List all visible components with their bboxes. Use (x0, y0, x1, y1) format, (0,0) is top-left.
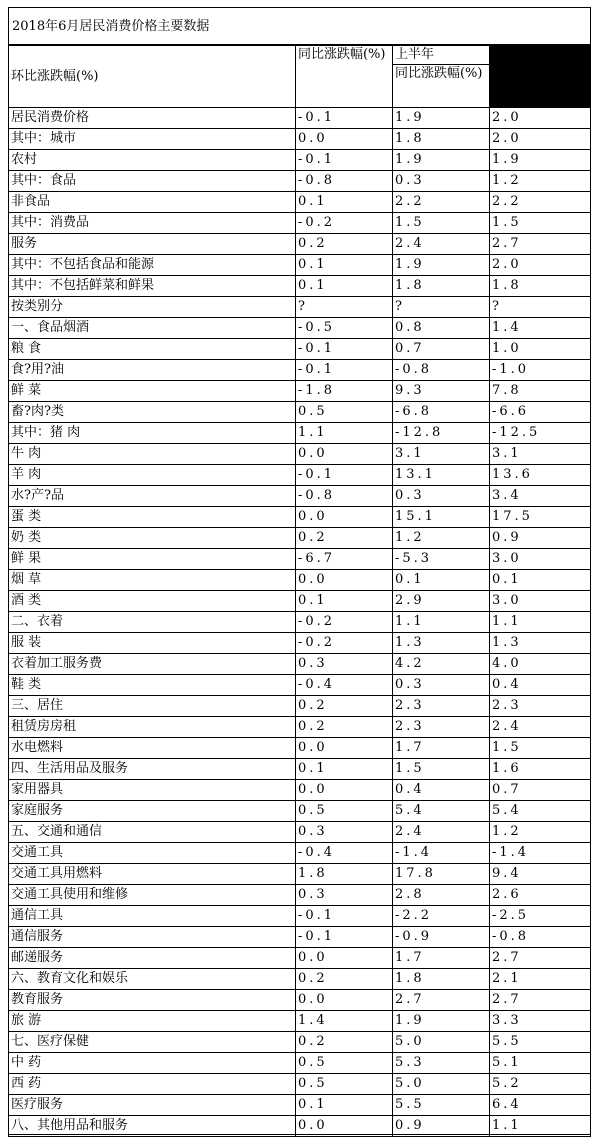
mom-value: 0.3 (295, 654, 392, 675)
mom-value: -0.1 (295, 150, 392, 171)
yoy-value: 5.0 (392, 1032, 489, 1053)
table-row (9, 150, 591, 171)
row-label: 其中：不包括鲜菜和鲜果 (9, 276, 296, 297)
table-row (9, 927, 591, 948)
half-year-yoy-value: 1.3 (489, 633, 590, 654)
table-row (9, 1011, 591, 1032)
yoy-value: 9.3 (392, 381, 489, 402)
mom-value: -0.5 (295, 318, 392, 339)
row-label: 其中：不包括食品和能源 (9, 255, 296, 276)
row-label: 农村 (9, 150, 296, 171)
half-year-yoy-value: 2.7 (489, 990, 590, 1011)
half-year-yoy-value: 1.1 (489, 1116, 590, 1137)
table-row (9, 255, 591, 276)
table-row (9, 906, 591, 927)
half-year-yoy-value: 1.4 (489, 318, 590, 339)
mom-value: 0.5 (295, 402, 392, 423)
table-row (9, 1032, 591, 1053)
mom-value: 0.2 (295, 234, 392, 255)
yoy-value: 1.9 (392, 150, 489, 171)
mom-value: -6.7 (295, 549, 392, 570)
yoy-value: -0.8 (392, 360, 489, 381)
row-label: 五、交通和通信 (9, 822, 296, 843)
half-year-yoy-value: 2.7 (489, 948, 590, 969)
mom-value: 0.0 (295, 129, 392, 150)
table-row (9, 528, 591, 549)
row-label: 六、教育文化和娱乐 (9, 969, 296, 990)
yoy-value: 2.9 (392, 591, 489, 612)
row-label: 教育服务 (9, 990, 296, 1011)
yoy-value: 1.8 (392, 969, 489, 990)
half-year-yoy-value: 13.6 (489, 465, 590, 486)
yoy-value: 1.9 (392, 108, 489, 129)
half-year-yoy-value: -12.5 (489, 423, 590, 444)
row-label: 衣着加工服务费 (9, 654, 296, 675)
header-first-half-yoy: 同比涨跌幅(%) (392, 65, 489, 108)
table-row (9, 780, 591, 801)
mom-value: 0.5 (295, 801, 392, 822)
table-row (9, 591, 591, 612)
mom-value: 0.1 (295, 759, 392, 780)
yoy-value: 0.3 (392, 486, 489, 507)
row-label: 按类别分 (9, 297, 296, 318)
row-label: 居民消费价格 (9, 108, 296, 129)
table-row (9, 444, 591, 465)
half-year-yoy-value: 2.7 (489, 234, 590, 255)
yoy-value: 5.4 (392, 801, 489, 822)
yoy-value: 3.1 (392, 444, 489, 465)
half-year-yoy-value: 1.9 (489, 150, 590, 171)
half-year-yoy-value: 2.4 (489, 717, 590, 738)
mom-value: -0.4 (295, 675, 392, 696)
row-label: 其中：猪 肉 (9, 423, 296, 444)
yoy-value: 1.2 (392, 528, 489, 549)
row-label: 八、其他用品和服务 (9, 1116, 296, 1137)
table-row (9, 339, 591, 360)
half-year-yoy-value: 5.4 (489, 801, 590, 822)
half-year-yoy-value: 0.4 (489, 675, 590, 696)
mom-value: -0.2 (295, 633, 392, 654)
table-title: 2018年6月居民消费价格主要数据 (9, 8, 590, 45)
half-year-yoy-value: 5.5 (489, 1032, 590, 1053)
row-label: 二、衣着 (9, 612, 296, 633)
table-row (9, 696, 591, 717)
row-label: 一、食品烟酒 (9, 318, 296, 339)
mom-value: 0.2 (295, 969, 392, 990)
row-label: 邮递服务 (9, 948, 296, 969)
table-row (9, 549, 591, 570)
mom-value: -0.1 (295, 465, 392, 486)
row-label: 交通工具 (9, 843, 296, 864)
yoy-value: 4.2 (392, 654, 489, 675)
yoy-value: -5.3 (392, 549, 489, 570)
row-label: 服务 (9, 234, 296, 255)
table-row (9, 864, 591, 885)
half-year-yoy-value: 1.0 (489, 339, 590, 360)
table-row (9, 675, 591, 696)
half-year-yoy-value: 0.1 (489, 570, 590, 591)
half-year-yoy-value: 5.2 (489, 1074, 590, 1095)
yoy-value: -0.9 (392, 927, 489, 948)
table-row (9, 423, 591, 444)
mom-value: -0.1 (295, 360, 392, 381)
table-row (9, 990, 591, 1011)
yoy-value: 5.3 (392, 1053, 489, 1074)
table-row (9, 486, 591, 507)
mom-value: 0.1 (295, 255, 392, 276)
half-year-yoy-value: 1.2 (489, 171, 590, 192)
half-year-yoy-value: 2.2 (489, 192, 590, 213)
row-label: 三、居住 (9, 696, 296, 717)
table-row (9, 738, 591, 759)
row-label: 西 药 (9, 1074, 296, 1095)
header-row-1 (9, 46, 591, 65)
yoy-value: 2.3 (392, 717, 489, 738)
table-row (9, 717, 591, 738)
mom-value: -0.1 (295, 108, 392, 129)
half-year-yoy-value: 1.6 (489, 759, 590, 780)
table-row (9, 297, 591, 318)
yoy-value: 5.5 (392, 1095, 489, 1116)
mom-value: -0.1 (295, 906, 392, 927)
table-row (9, 633, 591, 654)
cpi-data-sheet (8, 7, 591, 1135)
mom-value: -0.8 (295, 171, 392, 192)
half-year-yoy-value: -6.6 (489, 402, 590, 423)
table-row (9, 213, 591, 234)
mom-value: 0.1 (295, 192, 392, 213)
table-row (9, 843, 591, 864)
yoy-value: 0.8 (392, 318, 489, 339)
mom-value: -0.1 (295, 339, 392, 360)
mom-value: 0.3 (295, 885, 392, 906)
table-row (9, 234, 591, 255)
row-label: 家庭服务 (9, 801, 296, 822)
header-first-half: 上半年 (392, 46, 489, 65)
half-year-yoy-value: 3.1 (489, 444, 590, 465)
table-row (9, 381, 591, 402)
half-year-yoy-value: 6.4 (489, 1095, 590, 1116)
table-row (9, 1095, 591, 1116)
row-label: 烟 草 (9, 570, 296, 591)
yoy-value: 0.3 (392, 675, 489, 696)
row-label: 牛 肉 (9, 444, 296, 465)
table-row (9, 192, 591, 213)
half-year-yoy-value: 1.1 (489, 612, 590, 633)
mom-value: 0.0 (295, 780, 392, 801)
table-row (9, 360, 591, 381)
yoy-value: 1.7 (392, 948, 489, 969)
table-row (9, 948, 591, 969)
table-row (9, 1116, 591, 1137)
yoy-value: 2.4 (392, 822, 489, 843)
row-label: 家用器具 (9, 780, 296, 801)
half-year-yoy-value: 3.0 (489, 549, 590, 570)
half-year-yoy-value: 1.8 (489, 276, 590, 297)
row-label: 交通工具使用和维修 (9, 885, 296, 906)
yoy-value: 0.9 (392, 1116, 489, 1137)
mom-value: -0.2 (295, 612, 392, 633)
table-row (9, 969, 591, 990)
yoy-value: 0.7 (392, 339, 489, 360)
half-year-yoy-value: 9.4 (489, 864, 590, 885)
header-mom-change: 环比涨跌幅(%) (9, 46, 296, 108)
yoy-value: 2.2 (392, 192, 489, 213)
yoy-value: 15.1 (392, 507, 489, 528)
table-row (9, 318, 591, 339)
half-year-yoy-value: 3.0 (489, 591, 590, 612)
mom-value: -0.1 (295, 927, 392, 948)
mom-value: 0.2 (295, 528, 392, 549)
row-label: 中 药 (9, 1053, 296, 1074)
mom-value: 0.2 (295, 696, 392, 717)
half-year-yoy-value: -1.0 (489, 360, 590, 381)
mom-value: -0.4 (295, 843, 392, 864)
half-year-yoy-value: 1.5 (489, 738, 590, 759)
table-row (9, 570, 591, 591)
table-row (9, 885, 591, 906)
yoy-value: 1.9 (392, 255, 489, 276)
table-row (9, 276, 591, 297)
mom-value: 0.2 (295, 717, 392, 738)
row-label: 蛋 类 (9, 507, 296, 528)
mom-value: 0.3 (295, 822, 392, 843)
half-year-yoy-value: 7.8 (489, 381, 590, 402)
yoy-value: -1.4 (392, 843, 489, 864)
yoy-value: 2.7 (392, 990, 489, 1011)
mom-value: 0.0 (295, 738, 392, 759)
row-label: 通信工具 (9, 906, 296, 927)
table-row (9, 801, 591, 822)
yoy-value: 0.4 (392, 780, 489, 801)
yoy-value: 1.1 (392, 612, 489, 633)
mom-value: 0.2 (295, 1032, 392, 1053)
row-label: 其中：消费品 (9, 213, 296, 234)
table-row (9, 507, 591, 528)
yoy-value: ? (392, 297, 489, 318)
mom-value: -1.8 (295, 381, 392, 402)
mom-value: 0.0 (295, 1116, 392, 1137)
yoy-value: 1.5 (392, 213, 489, 234)
yoy-value: -12.8 (392, 423, 489, 444)
half-year-yoy-value: 0.7 (489, 780, 590, 801)
table-row (9, 171, 591, 192)
half-year-yoy-value: 4.0 (489, 654, 590, 675)
row-label: 四、生活用品及服务 (9, 759, 296, 780)
yoy-value: 1.3 (392, 633, 489, 654)
yoy-value: 2.3 (392, 696, 489, 717)
half-year-yoy-value: 2.0 (489, 129, 590, 150)
table-row (9, 108, 591, 129)
table-row (9, 402, 591, 423)
half-year-yoy-value: 2.1 (489, 969, 590, 990)
yoy-value: 1.7 (392, 738, 489, 759)
half-year-yoy-value: ? (489, 297, 590, 318)
mom-value: 1.8 (295, 864, 392, 885)
yoy-value: 2.8 (392, 885, 489, 906)
table-row (9, 612, 591, 633)
table-row (9, 465, 591, 486)
row-label: 其中：食品 (9, 171, 296, 192)
yoy-value: 17.8 (392, 864, 489, 885)
table-row (9, 129, 591, 150)
cpi-table (8, 45, 591, 1137)
half-year-yoy-value: -1.4 (489, 843, 590, 864)
half-year-yoy-value: 3.3 (489, 1011, 590, 1032)
yoy-value: 2.4 (392, 234, 489, 255)
row-label: 交通工具用燃料 (9, 864, 296, 885)
mom-value: ? (295, 297, 392, 318)
table-row (9, 1074, 591, 1095)
half-year-yoy-value: -2.5 (489, 906, 590, 927)
half-year-yoy-value: 1.5 (489, 213, 590, 234)
row-label: 奶 类 (9, 528, 296, 549)
mom-value: 0.5 (295, 1053, 392, 1074)
row-label: 其中：城市 (9, 129, 296, 150)
mom-value: 1.4 (295, 1011, 392, 1032)
table-row (9, 654, 591, 675)
row-label: 羊 肉 (9, 465, 296, 486)
yoy-value: 13.1 (392, 465, 489, 486)
half-year-yoy-value: 3.4 (489, 486, 590, 507)
mom-value: 0.0 (295, 990, 392, 1011)
mom-value: 0.0 (295, 444, 392, 465)
yoy-value: 1.8 (392, 129, 489, 150)
half-year-yoy-value: -0.8 (489, 927, 590, 948)
mom-value: 0.0 (295, 507, 392, 528)
row-label: 鞋 类 (9, 675, 296, 696)
row-label: 医疗服务 (9, 1095, 296, 1116)
row-label: 畜?肉?类 (9, 402, 296, 423)
row-label: 通信服务 (9, 927, 296, 948)
yoy-value: 0.3 (392, 171, 489, 192)
mom-value: 0.0 (295, 948, 392, 969)
row-label: 服 装 (9, 633, 296, 654)
mom-value: -0.8 (295, 486, 392, 507)
half-year-yoy-value: 2.6 (489, 885, 590, 906)
yoy-value: 1.9 (392, 1011, 489, 1032)
row-label: 酒 类 (9, 591, 296, 612)
mom-value: 0.1 (295, 591, 392, 612)
table-row (9, 1053, 591, 1074)
yoy-value: 0.1 (392, 570, 489, 591)
row-label: 食?用?油 (9, 360, 296, 381)
row-label: 水?产?品 (9, 486, 296, 507)
half-year-yoy-value: 5.1 (489, 1053, 590, 1074)
row-label: 租赁房房租 (9, 717, 296, 738)
half-year-yoy-value: 2.0 (489, 108, 590, 129)
mom-value: -0.2 (295, 213, 392, 234)
row-label: 非食品 (9, 192, 296, 213)
mom-value: 0.1 (295, 1095, 392, 1116)
table-row (9, 822, 591, 843)
mom-value: 0.0 (295, 570, 392, 591)
row-label: 七、医疗保健 (9, 1032, 296, 1053)
yoy-value: 1.8 (392, 276, 489, 297)
yoy-value: 1.5 (392, 759, 489, 780)
mom-value: 0.5 (295, 1074, 392, 1095)
header-blacked-cell (489, 46, 590, 108)
yoy-value: -2.2 (392, 906, 489, 927)
header-yoy-change: 同比涨跌幅(%) (295, 46, 392, 108)
half-year-yoy-value: 0.9 (489, 528, 590, 549)
mom-value: 1.1 (295, 423, 392, 444)
half-year-yoy-value: 1.2 (489, 822, 590, 843)
row-label: 水电燃料 (9, 738, 296, 759)
half-year-yoy-value: 2.0 (489, 255, 590, 276)
mom-value: 0.1 (295, 276, 392, 297)
cpi-table-body (9, 46, 591, 1137)
row-label: 旅 游 (9, 1011, 296, 1032)
row-label: 鲜 菜 (9, 381, 296, 402)
yoy-value: 5.0 (392, 1074, 489, 1095)
row-label: 鲜 果 (9, 549, 296, 570)
row-label: 粮 食 (9, 339, 296, 360)
table-row (9, 759, 591, 780)
half-year-yoy-value: 2.3 (489, 696, 590, 717)
yoy-value: -6.8 (392, 402, 489, 423)
half-year-yoy-value: 17.5 (489, 507, 590, 528)
